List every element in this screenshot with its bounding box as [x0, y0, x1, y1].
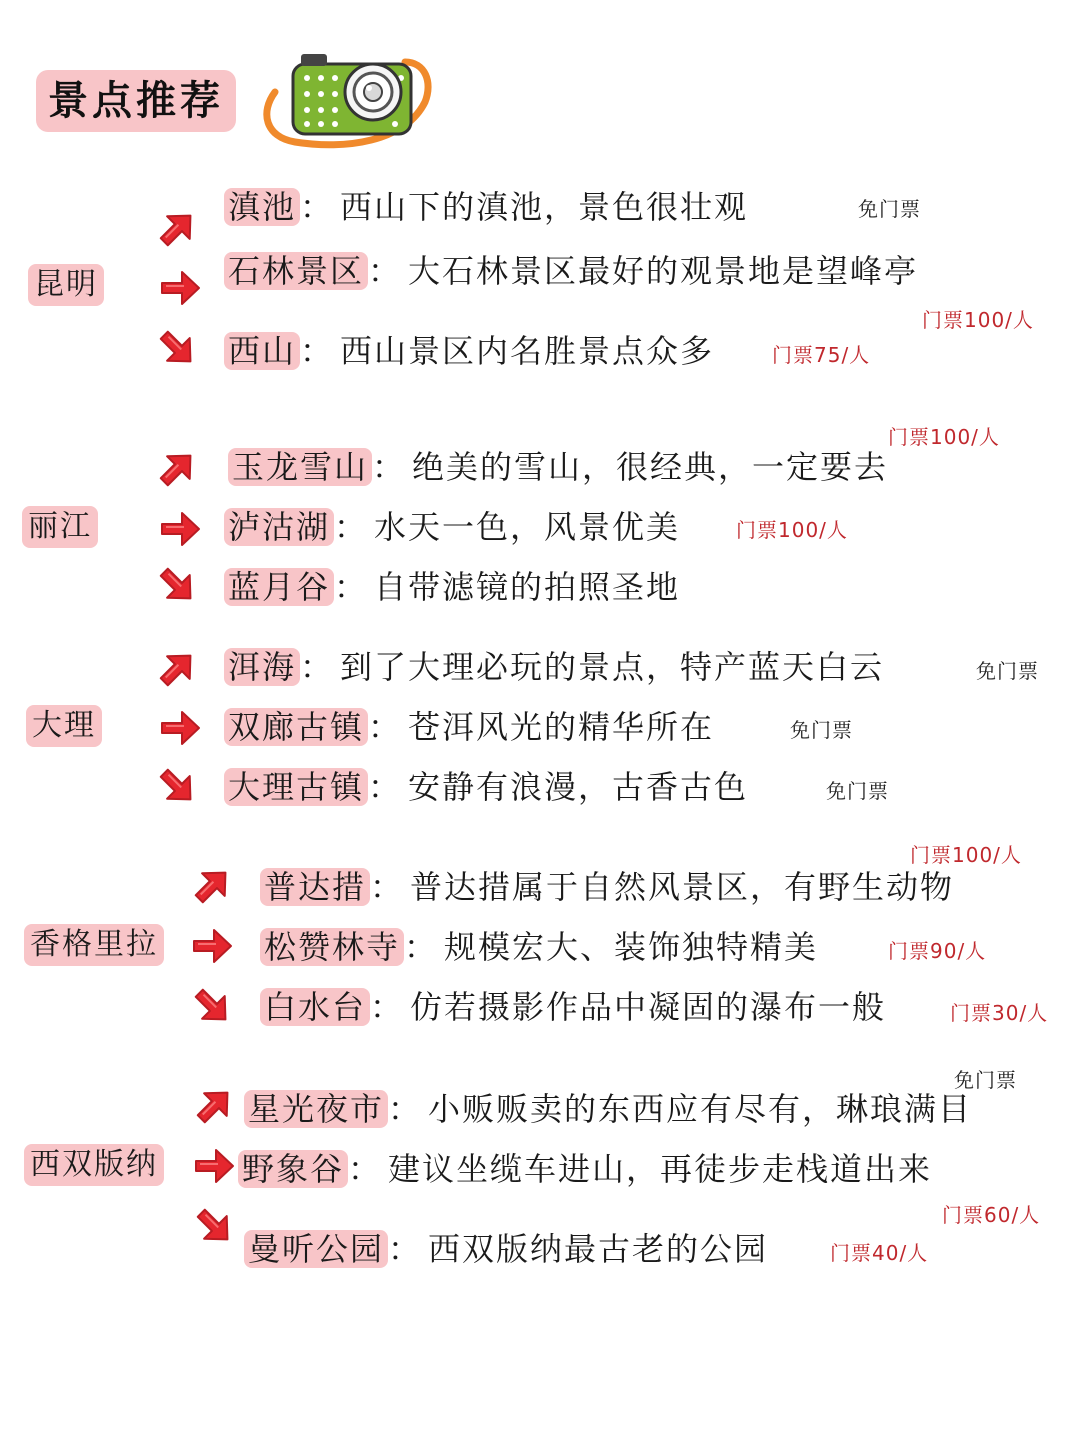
spot-name: 曼听公园	[244, 1230, 388, 1268]
spot-desc: 到了大理必玩的景点，特产蓝天白云	[340, 648, 885, 686]
arrow-icon	[192, 1144, 236, 1188]
spot-line: 白水台 ： 仿若摄影作品中凝固的瀑布一般	[260, 984, 886, 1030]
spot-name: 泸沽湖	[224, 508, 334, 546]
spot-name: 野象谷	[238, 1150, 348, 1188]
ticket-note: 门票100/人	[888, 425, 1000, 449]
spot-name: 蓝月谷	[224, 568, 334, 606]
ticket-note: 门票100/人	[736, 518, 848, 542]
spot-desc: 水天一色，风景优美	[374, 508, 681, 546]
arrow-icon	[183, 1075, 245, 1137]
spot-line: 洱海 ： 到了大理必玩的景点，特产蓝天白云	[224, 644, 884, 690]
spot-line: 滇池 ： 西山下的滇池，景色很壮观	[224, 184, 748, 230]
spot-name: 西山	[224, 332, 300, 370]
arrow-icon	[146, 198, 208, 260]
spot-line: 星光夜市 ： 小贩贩卖的东西应有尽有，琳琅满目	[244, 1086, 972, 1132]
ticket-note: 免门票	[790, 718, 853, 742]
spot-line: 西山 ： 西山景区内名胜景点众多	[224, 328, 714, 374]
spot-name: 普达措	[260, 868, 370, 906]
spot-name: 双廊古镇	[224, 708, 368, 746]
spot-desc: 大石林景区最好的观景地是望峰亭	[408, 252, 919, 290]
spot-name: 星光夜市	[244, 1090, 388, 1128]
spot-desc: 苍洱风光的精华所在	[408, 708, 715, 746]
spot-name: 松赞林寺	[260, 928, 404, 966]
spot-desc: 西山下的滇池，景色很壮观	[340, 188, 749, 226]
spot-desc: 仿若摄影作品中凝固的瀑布一般	[410, 988, 887, 1026]
spot-desc: 西山景区内名胜景点众多	[340, 332, 715, 370]
arrow-icon	[158, 706, 202, 750]
city-label-xishuangbanna: 西双版纳	[24, 1144, 164, 1186]
ticket-note: 免门票	[976, 659, 1039, 683]
spot-name: 石林景区	[224, 252, 368, 290]
arrow-icon	[183, 1195, 245, 1257]
spot-line: 玉龙雪山 ： 绝美的雪山，很经典，一定要去	[228, 444, 888, 490]
spot-desc: 自带滤镜的拍照圣地	[374, 568, 681, 606]
city-label-lijiang: 丽江	[22, 506, 98, 548]
ticket-note: 门票100/人	[910, 843, 1022, 867]
ticket-note: 免门票	[954, 1068, 1017, 1092]
arrow-icon	[146, 317, 208, 379]
ticket-note: 门票100/人	[922, 308, 1034, 332]
arrow-icon	[190, 924, 234, 968]
spot-desc: 西双版纳最古老的公园	[428, 1230, 769, 1268]
ticket-note: 门票90/人	[888, 939, 987, 963]
arrow-icon	[146, 638, 208, 700]
city-label-dali: 大理	[26, 705, 102, 747]
ticket-note: 免门票	[826, 779, 889, 803]
spot-name: 滇池	[224, 188, 300, 226]
ticket-note: 免门票	[858, 197, 921, 221]
ticket-note: 门票60/人	[942, 1203, 1041, 1227]
ticket-note: 门票40/人	[830, 1241, 929, 1265]
camera-icon	[255, 42, 435, 152]
spot-name: 大理古镇	[224, 768, 368, 806]
arrow-icon	[181, 855, 243, 917]
arrow-icon	[158, 507, 202, 551]
spot-desc: 绝美的雪山，很经典，一定要去	[412, 448, 889, 486]
spot-desc: 小贩贩卖的东西应有尽有，琳琅满目	[428, 1090, 973, 1128]
spot-line: 曼听公园 ： 西双版纳最古老的公园	[244, 1226, 768, 1272]
arrow-icon	[146, 438, 208, 500]
spot-line: 大理古镇 ： 安静有浪漫，古香古色	[224, 764, 748, 810]
city-label-shangri-la: 香格里拉	[24, 924, 164, 966]
arrow-icon	[181, 975, 243, 1037]
arrow-icon	[146, 755, 208, 817]
page-title: 景点推荐	[36, 70, 236, 132]
arrow-icon	[146, 554, 208, 616]
spot-desc: 普达措属于自然风景区，有野生动物	[410, 868, 955, 906]
city-label-kunming: 昆明	[28, 264, 104, 306]
spot-name: 白水台	[260, 988, 370, 1026]
spot-line: 双廊古镇 ： 苍洱风光的精华所在	[224, 704, 714, 750]
ticket-note: 门票75/人	[772, 343, 871, 367]
spot-name: 洱海	[224, 648, 300, 686]
spot-line: 普达措 ： 普达措属于自然风景区，有野生动物	[260, 864, 954, 910]
spot-desc: 建议坐缆车进山，再徒步走栈道出来	[388, 1150, 933, 1188]
spot-line: 石林景区 ： 大石林景区最好的观景地是望峰亭	[224, 248, 918, 294]
spot-name: 玉龙雪山	[228, 448, 372, 486]
spot-desc: 规模宏大、装饰独特精美	[444, 928, 819, 966]
spot-line: 松赞林寺 ： 规模宏大、装饰独特精美	[260, 924, 818, 970]
spot-line: 野象谷 ： 建议坐缆车进山，再徒步走栈道出来	[238, 1146, 932, 1192]
spot-desc: 安静有浪漫，古香古色	[408, 768, 749, 806]
ticket-note: 门票30/人	[950, 1001, 1049, 1025]
spot-line: 蓝月谷 ： 自带滤镜的拍照圣地	[224, 564, 680, 610]
spot-line: 泸沽湖 ： 水天一色，风景优美	[224, 504, 680, 550]
arrow-icon	[158, 266, 202, 310]
